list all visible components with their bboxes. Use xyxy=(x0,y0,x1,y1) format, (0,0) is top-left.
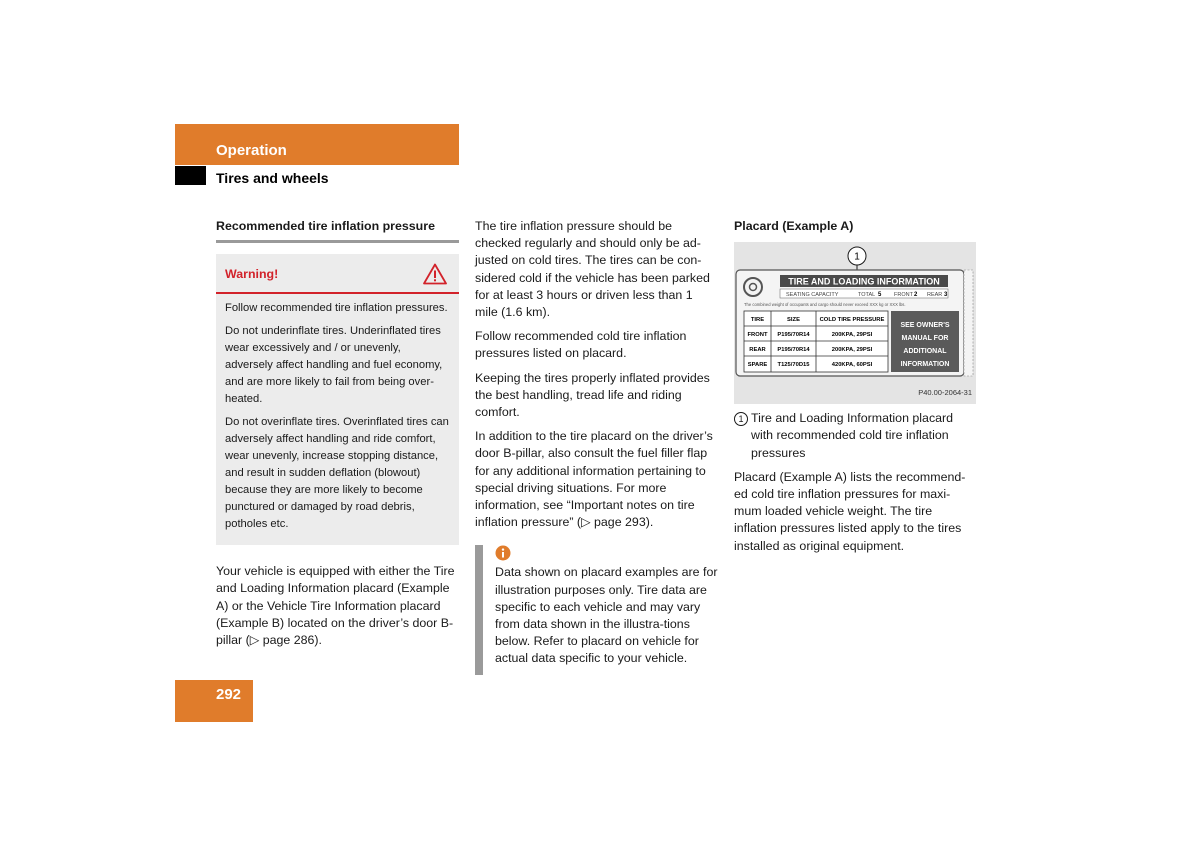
column-middle xyxy=(475,218,718,675)
section-title: Operation xyxy=(216,142,287,159)
section-heading: Recommended tire inflation pressure xyxy=(216,218,459,243)
figure-code: P40.00-2064-31 xyxy=(918,388,972,397)
warning-header xyxy=(216,254,459,294)
warning-paragraph: Do not overinflate tires. Overinflated tires can adversely affect handling and ride comfort, wear unevenly, increase stopping distance, and result in sudden deflation (blowout) because they are more likely to become punctured or damaged by road debris, potholes etc. xyxy=(225,416,449,531)
warning-triangle-icon xyxy=(423,263,447,285)
warning-paragraph: Follow recommended tire inflation pressures. xyxy=(225,302,448,315)
figure-heading: Placard (Example A) xyxy=(734,219,854,233)
info-bar xyxy=(475,545,483,675)
svg-text:TOTAL: TOTAL xyxy=(858,292,876,299)
warning-paragraph: Do not underinflate tires. Underinflated tires wear excessively and / or unevenly, adversely affect handling and fuel economy, and are more likely to fail from being over-heated. xyxy=(225,325,443,406)
table-cell: SPARE xyxy=(747,362,768,369)
seating-capacity-label: SEATING CAPACITY xyxy=(786,292,839,299)
body-paragraph: In addition to the tire placard on the driver’s door B-pillar, also consult the fuel filler flap for any additional information pertaining to special driving situations. For more information, see “Important notes on tire inflation pressure” (▷ page 293). xyxy=(475,429,713,530)
body-paragraph: Follow recommended cold tire inflation pressures listed on placard. xyxy=(475,329,687,361)
placard-figure xyxy=(734,242,976,404)
info-text: Data shown on placard examples are for illustration purposes only. Tire data are specific to each vehicle and may vary from data shown in the illustra-tions below. Refer to placard on vehicle for actual data specific to your vehicle. xyxy=(495,565,718,666)
svg-text:2: 2 xyxy=(914,292,918,299)
svg-text:FRONT: FRONT xyxy=(894,292,913,299)
svg-text:ADDITIONAL: ADDITIONAL xyxy=(903,348,947,356)
subsection-marker xyxy=(175,166,206,185)
barcode-strip xyxy=(964,270,973,376)
svg-text:INFORMATION: INFORMATION xyxy=(900,361,950,369)
table-cell: 200KPA, 29PSI xyxy=(831,347,873,354)
warning-body xyxy=(216,294,459,533)
body-paragraph: Placard (Example A) lists the recommend-ed cold tire inflation pressures for maxi-mum loaded vehicle weight. The tire inflation pressures listed apply to the tires installed as original equipment. xyxy=(734,469,966,553)
placard-illustration xyxy=(734,242,976,404)
weight-note: The combined weight of occupants and cargo should never exceed XXX kg or XXX lbs. xyxy=(744,302,906,308)
svg-text:MANUAL FOR: MANUAL FOR xyxy=(901,335,949,343)
warning-label: Warning! xyxy=(225,267,279,282)
table-cell: FRONT xyxy=(747,332,768,339)
svg-text:SEE OWNER'S: SEE OWNER'S xyxy=(900,322,950,330)
svg-text:3: 3 xyxy=(944,292,948,299)
figure-caption xyxy=(734,410,977,462)
table-header: COLD TIRE PRESSURE xyxy=(819,317,885,324)
callout-number: 1 xyxy=(854,251,860,263)
body-paragraph: Keeping the tires properly inflated provides the best handling, tread life and riding comfort. xyxy=(475,370,710,420)
caption-number: 1 xyxy=(734,412,748,426)
warning-box xyxy=(216,254,459,545)
table-cell: REAR xyxy=(749,347,766,354)
column-left xyxy=(216,218,459,656)
column-right xyxy=(734,218,977,562)
table-cell: P195/70R14 xyxy=(777,332,810,339)
body-paragraph: Your vehicle is equipped with either the Tire and Loading Information placard (Example A) or the Vehicle Tire Information placard (Example B) located on the driver’s door B-pillar (▷ page 286). xyxy=(216,564,455,648)
svg-text:REAR: REAR xyxy=(927,292,943,299)
info-note xyxy=(475,545,718,667)
table-header: TIRE xyxy=(750,317,765,324)
info-icon xyxy=(495,545,511,561)
body-paragraph: The tire inflation pressure should be checked regularly and should only be ad-justed on cold tires. The tires can be con-sidered cold if the vehicle has been parked for at least 3 hours or driven less than 1 mile (1.6 km). xyxy=(475,219,710,320)
svg-text:5: 5 xyxy=(878,292,882,299)
table-header: SIZE xyxy=(787,317,800,324)
table-cell: T125/70D15 xyxy=(777,362,810,369)
table-cell: P195/70R14 xyxy=(777,347,810,354)
page-number: 292 xyxy=(216,686,242,703)
page-number-tab xyxy=(175,680,253,722)
placard-title: TIRE AND LOADING INFORMATION xyxy=(788,276,940,287)
subsection-title: Tires and wheels xyxy=(216,170,329,186)
table-cell: 200KPA, 29PSI xyxy=(831,332,873,339)
caption-text: Tire and Loading Information placard with recommended cold tire inflation pressures xyxy=(751,411,954,460)
table-cell: 420KPA, 60PSI xyxy=(831,362,873,369)
